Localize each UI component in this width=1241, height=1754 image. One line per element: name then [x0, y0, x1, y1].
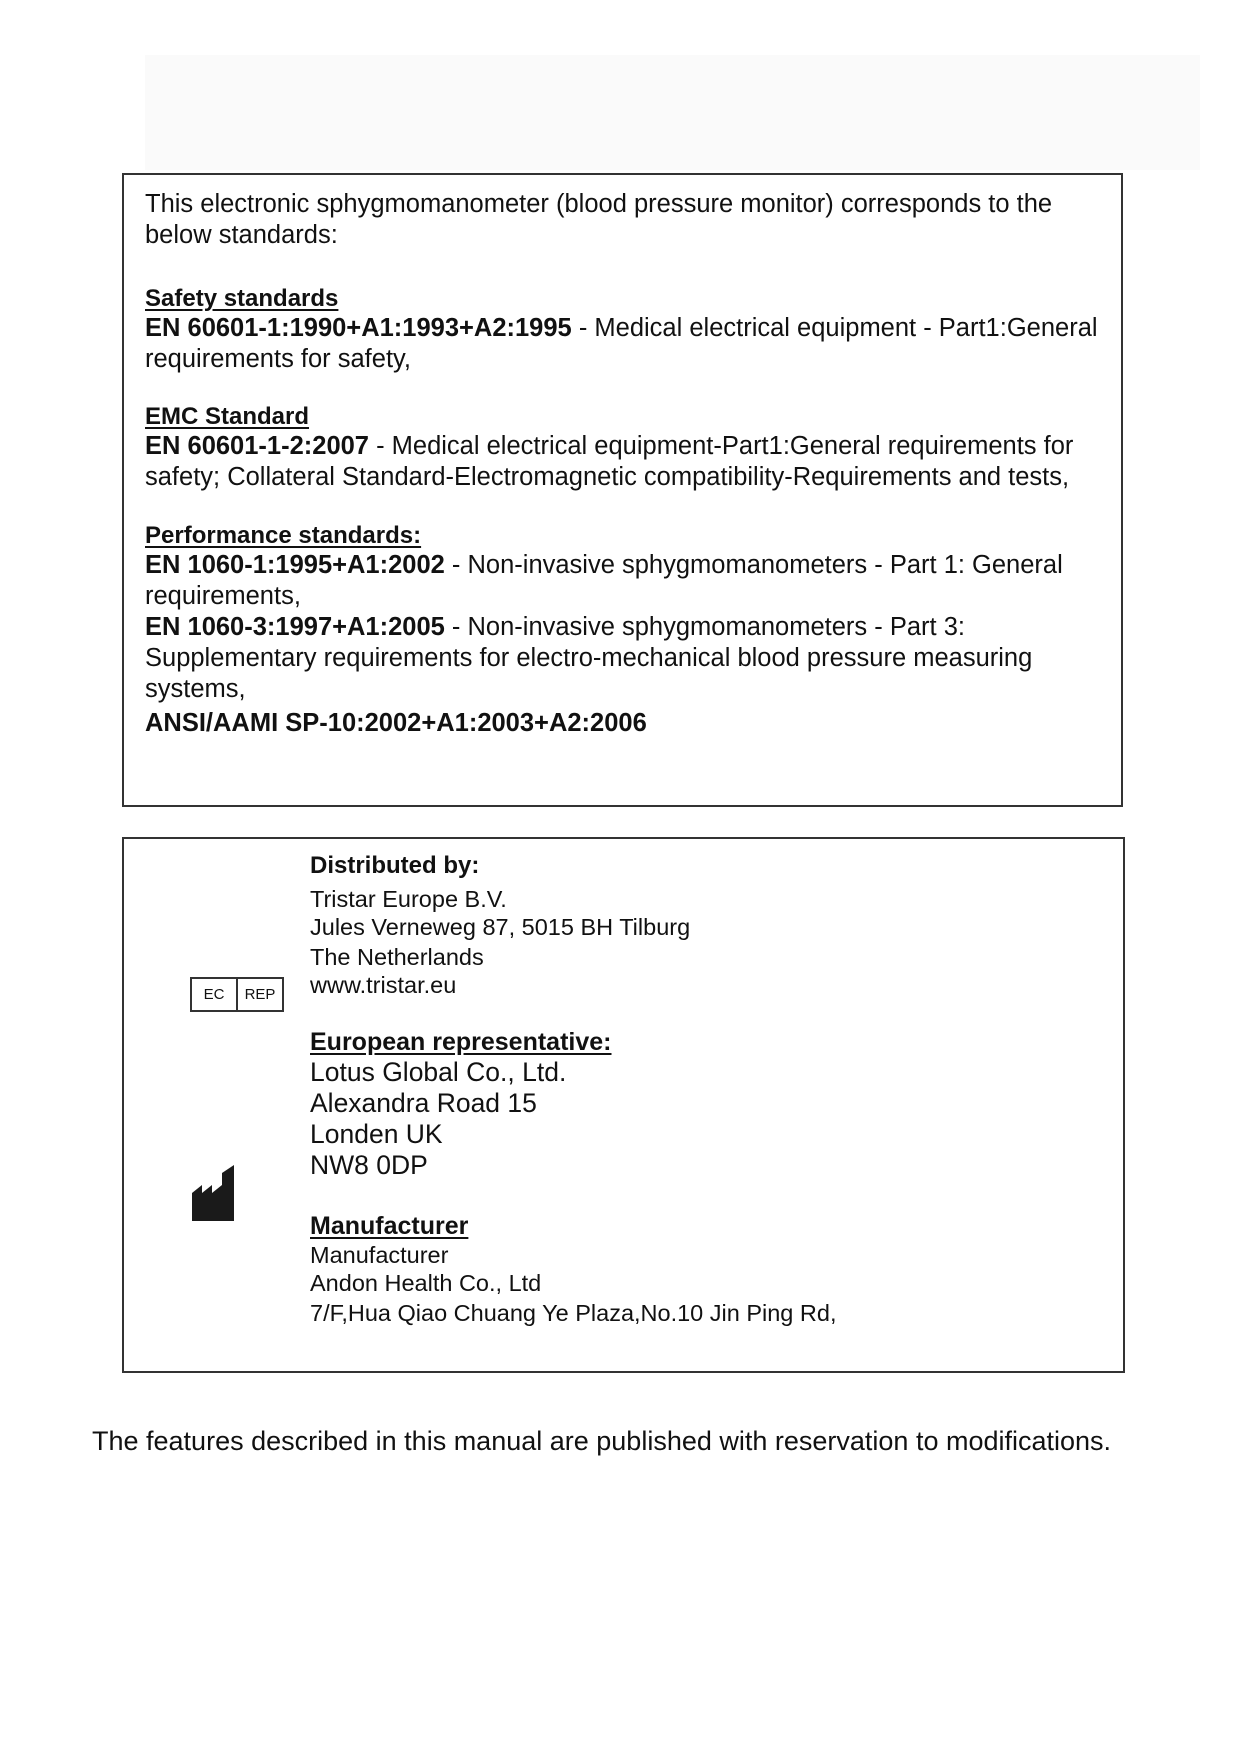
performance-item-3: ANSI/AAMI SP-10:2002+A1:2003+A2:2006 — [145, 709, 647, 737]
european-line: Londen UK — [310, 1119, 443, 1149]
european-line: Lotus Global Co., Ltd. — [310, 1057, 567, 1087]
safety-standard — [145, 313, 1105, 375]
perf-2-code: EN 1060-3:1997+A1:2005 — [145, 613, 445, 641]
european-heading: European representative: — [310, 1028, 612, 1056]
distributed-line: The Netherlands — [310, 944, 484, 970]
safety-heading: Safety standards — [145, 285, 339, 312]
manufacturer-icon — [190, 1163, 238, 1223]
safety-desc: - Medical electrical equipment - Part1:General requirements for safety, — [145, 314, 1098, 373]
standards-box — [122, 173, 1123, 807]
emc-desc: - Medical electrical equipment-Part1:General requirements for safety; Collateral Standard-Electromagnetic compatibility-Requirements and tests, — [145, 432, 1074, 491]
ec-label: EC — [192, 979, 238, 1010]
distributed-heading: Distributed by: — [310, 852, 480, 879]
european-line: NW8 0DP — [310, 1150, 428, 1180]
safety-code: EN 60601-1:1990+A1:1993+A2:1995 — [145, 314, 572, 342]
european-line: Alexandra Road 15 — [310, 1088, 537, 1118]
distributed-line: www.tristar.eu — [310, 972, 457, 998]
emc-standard — [145, 431, 1105, 493]
manufacturer-line: Andon Health Co., Ltd — [310, 1270, 542, 1296]
distributed-line: Jules Verneweg 87, 5015 BH Tilburg — [310, 914, 691, 940]
standards-intro: This electronic sphygmomanometer (blood pressure monitor) corresponds to the below standards: — [145, 190, 1053, 249]
footer-note: The features described in this manual are published with reservation to modifications. — [92, 1426, 1112, 1456]
manufacturer-heading: Manufacturer — [310, 1212, 469, 1240]
perf-1-desc: - Non-invasive sphygmomanometers - Part 1: General requirements, — [145, 551, 1063, 610]
manufacturer-line: Manufacturer — [310, 1242, 449, 1268]
emc-heading: EMC Standard — [145, 403, 310, 430]
emc-code: EN 60601-1-2:2007 — [145, 432, 369, 460]
scan-shading — [145, 55, 1200, 170]
perf-2-desc: - Non-invasive sphygmomanometers - Part 3: Supplementary requirements for electro-mechanical blood pressure measuring systems, — [145, 613, 1033, 703]
distributed-line: Tristar Europe B.V. — [310, 886, 507, 912]
ec-rep-symbol — [190, 977, 284, 1012]
rep-label: REP — [244, 986, 276, 1003]
manufacturer-line: 7/F,Hua Qiao Chuang Ye Plaza,No.10 Jin Ping Rd, — [310, 1300, 837, 1326]
perf-1-code: EN 1060-1:1995+A1:2002 — [145, 551, 445, 579]
performance-item-1 — [145, 550, 1105, 612]
contacts-text — [310, 847, 836, 1327]
performance-item-2 — [145, 612, 1105, 705]
contacts-box — [122, 837, 1125, 1373]
performance-heading: Performance standards: — [145, 522, 422, 549]
